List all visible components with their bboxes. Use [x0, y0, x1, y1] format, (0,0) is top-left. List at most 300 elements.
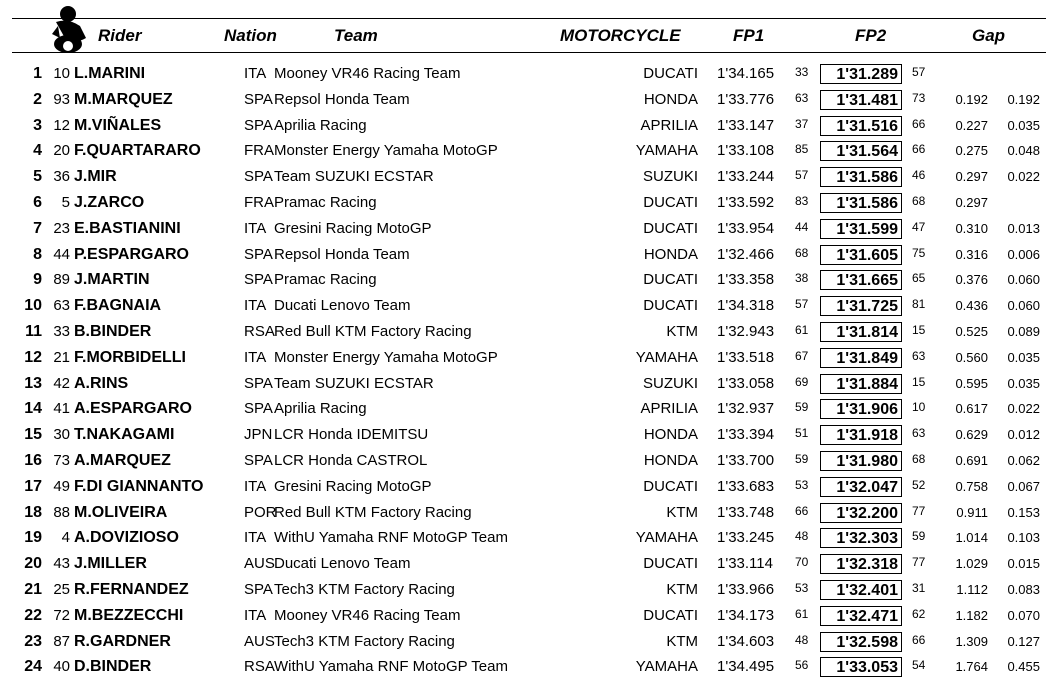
- header-gap: Gap: [972, 26, 1006, 45]
- rider-number: 4: [61, 529, 70, 547]
- nation: AUS: [244, 632, 275, 650]
- fp2-lap: 52: [912, 477, 926, 492]
- fp1-lap: 44: [795, 219, 809, 234]
- gap: 0.316: [955, 246, 988, 262]
- fp2-lap: 77: [912, 555, 926, 570]
- interval: 0.083: [1007, 582, 1040, 597]
- fp2-time: 1'31.665: [820, 270, 902, 290]
- table-row: [0, 500, 1058, 526]
- fp2-time: 1'31.725: [820, 296, 902, 316]
- fp1-lap: 67: [795, 348, 809, 363]
- table-row: [0, 113, 1058, 139]
- motorcycle: DUCATI: [643, 477, 698, 495]
- table-row: [0, 577, 1058, 603]
- gap: 1.014: [955, 530, 988, 546]
- fp2-time: 1'31.599: [820, 219, 902, 239]
- header-bottom-rule: [12, 52, 1046, 53]
- fp2-lap: 10: [912, 400, 926, 415]
- nation: JPN: [244, 426, 273, 444]
- fp1-time: 1'34.165: [717, 65, 775, 82]
- rider-number: 89: [53, 271, 70, 289]
- gap: 0.560: [955, 349, 988, 365]
- fp1-time: 1'33.954: [717, 219, 775, 237]
- fp1-lap: 51: [795, 426, 809, 441]
- fp1-time: 1'33.147: [717, 116, 775, 134]
- motorcycle: YAMAHA: [635, 529, 698, 547]
- fp2-time: 1'31.814: [820, 322, 902, 342]
- fp2-lap: 77: [912, 503, 926, 518]
- interval: 0.006: [1007, 246, 1040, 262]
- nation: SPA: [244, 374, 273, 392]
- interval: 0.015: [1007, 556, 1040, 572]
- fp1-time: 1'33.114: [717, 555, 773, 573]
- fp2-lap: 66: [912, 142, 926, 157]
- team-name: LCR Honda CASTROL: [274, 452, 428, 469]
- fp2-lap: 54: [912, 658, 926, 673]
- fp1-time: 1'34.495: [717, 658, 775, 676]
- gap: 0.310: [955, 220, 988, 236]
- motorcycle: HONDA: [643, 426, 698, 444]
- table-row: [0, 267, 1058, 293]
- fp1-time: 1'33.394: [717, 426, 775, 444]
- team-name: Pramac Racing: [274, 194, 377, 211]
- rider-name: R.FERNANDEZ: [74, 581, 189, 598]
- position: 15: [24, 426, 42, 444]
- team-name: Monster Energy Yamaha MotoGP: [274, 348, 498, 366]
- interval: 0.062: [1007, 453, 1040, 468]
- fp2-lap: 59: [912, 529, 926, 544]
- nation: ITA: [244, 606, 267, 624]
- team-name: Aprilia Racing: [274, 400, 367, 418]
- interval: 0.060: [1007, 272, 1040, 288]
- rider-name: J.MILLER: [74, 555, 147, 573]
- fp1-time: 1'33.966: [717, 581, 775, 598]
- table-row: [0, 293, 1058, 319]
- fp2-time: 1'31.586: [820, 193, 902, 213]
- motorcycle: KTM: [666, 323, 698, 340]
- interval: 0.089: [1007, 324, 1040, 339]
- nation: FRA: [244, 142, 274, 160]
- gap: 1.112: [956, 582, 988, 597]
- position: 5: [33, 168, 42, 186]
- interval: 0.103: [1007, 530, 1040, 546]
- fp1-lap: 53: [795, 477, 809, 492]
- position: 10: [24, 297, 42, 315]
- motorcycle: DUCATI: [643, 271, 698, 289]
- motorcycle: SUZUKI: [642, 168, 698, 186]
- position: 16: [24, 452, 42, 469]
- fp2-time: 1'31.516: [820, 116, 902, 136]
- fp1-time: 1'32.943: [717, 323, 775, 340]
- header-team: Team: [334, 26, 378, 45]
- fp1-lap: 57: [795, 297, 809, 312]
- team-name: Ducati Lenovo Team: [274, 297, 411, 315]
- position: 14: [24, 400, 42, 418]
- motorcycle: KTM: [666, 632, 698, 650]
- table-row: [0, 345, 1058, 371]
- rider-number: 25: [53, 581, 70, 598]
- interval: 0.455: [1007, 659, 1040, 675]
- team-name: Tech3 KTM Factory Racing: [274, 581, 455, 598]
- gap: 0.525: [955, 324, 988, 339]
- rider-name: J.ZARCO: [74, 194, 145, 211]
- motorcycle: YAMAHA: [635, 142, 698, 160]
- gap: 0.758: [955, 478, 988, 494]
- rider-number: 73: [53, 452, 70, 469]
- position: 2: [33, 90, 42, 108]
- rider-name: P.ESPARGARO: [74, 245, 189, 263]
- motorcycle: DUCATI: [643, 219, 698, 237]
- fp1-lap: 70: [795, 555, 809, 570]
- position: 11: [25, 323, 42, 340]
- motorcycle: DUCATI: [643, 194, 698, 211]
- fp2-lap: 65: [912, 271, 926, 286]
- table-row: [0, 319, 1058, 345]
- fp2-lap: 73: [912, 90, 926, 105]
- fp1-time: 1'33.358: [717, 271, 775, 289]
- nation: ITA: [244, 297, 267, 315]
- table-row: [0, 448, 1058, 474]
- position: 18: [24, 503, 42, 521]
- nation: ITA: [244, 477, 267, 495]
- fp1-lap: 69: [795, 374, 809, 389]
- gap: 0.595: [955, 375, 988, 391]
- header-motorcycle: MOTORCYCLE: [560, 26, 681, 45]
- position: 12: [24, 348, 42, 366]
- nation: ITA: [244, 65, 267, 82]
- interval: 0.127: [1007, 633, 1040, 649]
- nation: ITA: [244, 219, 267, 237]
- rider-name: A.RINS: [74, 374, 129, 392]
- team-name: Repsol Honda Team: [274, 245, 410, 263]
- rider-number: 43: [53, 555, 70, 573]
- table-row: [0, 422, 1058, 448]
- table-row: [0, 216, 1058, 242]
- rider-name: F.DI GIANNANTO: [74, 477, 204, 495]
- table-row: [0, 61, 1058, 87]
- rider-number: 93: [53, 90, 70, 108]
- fp2-time: 1'32.200: [820, 503, 902, 523]
- fp2-lap: 46: [912, 168, 926, 183]
- nation: FRA: [244, 194, 274, 211]
- fp2-lap: 62: [912, 606, 926, 621]
- gap: 0.297: [955, 169, 988, 185]
- fp2-time: 1'31.586: [820, 167, 902, 187]
- rider-name: A.MARQUEZ: [74, 452, 171, 469]
- fp1-lap: 61: [795, 606, 809, 621]
- fp2-lap: 47: [912, 219, 926, 234]
- rider-name: R.GARDNER: [74, 632, 171, 650]
- fp1-lap: 38: [795, 271, 809, 286]
- rider-number: 49: [53, 477, 70, 495]
- rider-name: B.BINDER: [74, 323, 152, 340]
- fp1-lap: 59: [795, 452, 809, 466]
- nation: SPA: [244, 400, 273, 418]
- rider-name: M.BEZZECCHI: [74, 606, 184, 624]
- gap: 0.192: [955, 91, 988, 107]
- fp1-lap: 66: [795, 503, 809, 518]
- rider-number: 44: [53, 245, 70, 263]
- rider-number: 20: [53, 142, 70, 160]
- nation: ITA: [244, 348, 267, 366]
- rider-name: M.OLIVEIRA: [74, 503, 168, 521]
- table-row: [0, 371, 1058, 397]
- nation: SPA: [244, 271, 273, 289]
- position: 4: [33, 142, 42, 160]
- team-name: Tech3 KTM Factory Racing: [274, 632, 455, 650]
- table-row: [0, 474, 1058, 500]
- position: 19: [24, 529, 42, 547]
- fp1-lap: 61: [795, 323, 809, 337]
- header-nation: Nation: [224, 26, 277, 45]
- team-name: Team SUZUKI ECSTAR: [274, 374, 434, 392]
- team-name: Repsol Honda Team: [274, 90, 410, 108]
- gap: 0.911: [956, 504, 988, 520]
- rider-number: 12: [53, 116, 70, 134]
- interval: 0.153: [1007, 504, 1040, 520]
- motorcycle: DUCATI: [643, 65, 698, 82]
- rider-number: 88: [53, 503, 70, 521]
- fp1-time: 1'33.748: [717, 503, 775, 521]
- motorcycle: APRILIA: [640, 400, 698, 418]
- header-fp2: FP2: [855, 26, 887, 45]
- position: 17: [24, 477, 42, 495]
- rider-number: 30: [53, 426, 70, 444]
- nation: ITA: [244, 529, 267, 547]
- fp2-lap: 63: [912, 348, 926, 363]
- header-rider: Rider: [98, 26, 142, 45]
- rider-name: F.MORBIDELLI: [74, 348, 186, 366]
- table-row: [0, 525, 1058, 551]
- fp2-lap: 81: [912, 297, 926, 312]
- motorcycle: YAMAHA: [635, 658, 698, 676]
- nation: POR: [244, 503, 277, 521]
- fp2-time: 1'33.053: [820, 657, 902, 677]
- fp2-time: 1'32.318: [820, 554, 902, 574]
- fp1-time: 1'33.244: [717, 168, 775, 186]
- gap: 0.227: [955, 117, 988, 133]
- position: 1: [33, 65, 42, 82]
- fp1-lap: 63: [795, 90, 809, 105]
- interval: 0.070: [1007, 607, 1040, 623]
- fp2-lap: 66: [912, 632, 926, 647]
- fp1-time: 1'34.173: [717, 606, 775, 624]
- team-name: Mooney VR46 Racing Team: [274, 606, 461, 624]
- team-name: Pramac Racing: [274, 271, 377, 289]
- fp2-time: 1'31.564: [820, 141, 902, 161]
- fp1-lap: 33: [795, 65, 809, 79]
- gap: 1.029: [955, 556, 988, 572]
- table-row: [0, 87, 1058, 113]
- gap: 0.297: [955, 195, 988, 210]
- motorcycle: DUCATI: [643, 606, 698, 624]
- fp2-time: 1'32.303: [820, 528, 902, 548]
- rider-name: M.VIÑALES: [74, 116, 162, 134]
- gap: 1.309: [955, 633, 988, 649]
- position: 21: [24, 581, 42, 598]
- rider-number: 72: [53, 606, 70, 624]
- nation: SPA: [244, 116, 273, 134]
- rider-number: 42: [53, 374, 70, 392]
- nation: SPA: [244, 245, 273, 263]
- fp2-time: 1'32.471: [820, 606, 902, 626]
- fp1-time: 1'32.466: [717, 245, 775, 263]
- motorcycle: DUCATI: [643, 297, 698, 315]
- rider-number: 87: [53, 632, 70, 650]
- fp2-lap: 15: [912, 374, 926, 389]
- rider-name: A.ESPARGARO: [74, 400, 192, 418]
- rider-name: F.BAGNAIA: [74, 297, 162, 315]
- fp1-lap: 53: [795, 581, 809, 595]
- position: 13: [24, 374, 42, 392]
- rider-number: 21: [53, 348, 70, 366]
- nation: SPA: [244, 168, 273, 186]
- fp1-lap: 48: [795, 529, 809, 544]
- fp1-lap: 48: [795, 632, 809, 647]
- fp1-time: 1'33.058: [717, 374, 775, 392]
- position: 6: [33, 194, 42, 211]
- gap: 0.629: [955, 427, 988, 443]
- fp2-time: 1'32.047: [820, 477, 902, 497]
- table-row: [0, 551, 1058, 577]
- position: 9: [33, 271, 42, 289]
- nation: SPA: [244, 452, 273, 469]
- team-name: WithU Yamaha RNF MotoGP Team: [274, 529, 508, 547]
- table-row: [0, 190, 1058, 216]
- rider-number: 5: [61, 194, 70, 211]
- fp1-time: 1'33.108: [717, 142, 775, 160]
- fp1-time: 1'33.683: [717, 477, 775, 495]
- team-name: Red Bull KTM Factory Racing: [274, 323, 472, 340]
- table-row: [0, 629, 1058, 655]
- rider-number: 36: [53, 168, 70, 186]
- position: 24: [24, 658, 42, 676]
- team-name: Gresini Racing MotoGP: [274, 477, 432, 495]
- position: 7: [33, 219, 42, 237]
- rider-name: J.MARTIN: [74, 271, 150, 289]
- fp1-lap: 68: [795, 245, 809, 260]
- fp2-lap: 31: [912, 581, 926, 595]
- fp2-lap: 66: [912, 116, 926, 131]
- rider-name: L.MARINI: [74, 65, 146, 82]
- nation: SPA: [244, 581, 273, 598]
- fp1-lap: 57: [795, 168, 809, 183]
- gap: 0.617: [955, 401, 988, 417]
- position: 23: [24, 632, 42, 650]
- team-name: WithU Yamaha RNF MotoGP Team: [274, 658, 508, 676]
- fp2-time: 1'31.849: [820, 348, 902, 368]
- fp1-lap: 37: [795, 116, 809, 131]
- rider-name: E.BASTIANINI: [74, 219, 181, 237]
- fp1-lap: 59: [795, 400, 809, 415]
- team-name: Gresini Racing MotoGP: [274, 219, 432, 237]
- table-row: [0, 654, 1058, 680]
- motorcycle: SUZUKI: [642, 374, 698, 392]
- fp1-time: 1'33.592: [717, 194, 775, 211]
- fp2-time: 1'31.289: [820, 64, 902, 84]
- table-row: [0, 164, 1058, 190]
- team-name: Aprilia Racing: [274, 116, 367, 134]
- rider-number: 23: [53, 219, 70, 237]
- position: 8: [33, 245, 42, 263]
- fp2-time: 1'31.980: [820, 451, 902, 471]
- nation: AUS: [244, 555, 275, 573]
- rider-name: T.NAKAGAMI: [74, 426, 175, 444]
- fp1-time: 1'34.603: [717, 632, 775, 650]
- fp2-lap: 68: [912, 452, 926, 466]
- fp2-time: 1'31.481: [820, 90, 902, 110]
- team-name: Mooney VR46 Racing Team: [274, 65, 461, 82]
- nation: RSA: [244, 658, 275, 676]
- interval: 0.060: [1007, 298, 1040, 314]
- interval: 0.012: [1007, 427, 1040, 443]
- fp1-time: 1'32.937: [717, 400, 775, 418]
- nation: RSA: [244, 323, 275, 340]
- table-row: [0, 242, 1058, 268]
- motorcycle: HONDA: [643, 245, 698, 263]
- fp1-lap: 83: [795, 194, 809, 208]
- interval: 0.067: [1007, 478, 1040, 494]
- interval: 0.022: [1007, 401, 1040, 417]
- motorcycle: KTM: [666, 581, 698, 598]
- rider-number: 63: [53, 297, 70, 315]
- team-name: Red Bull KTM Factory Racing: [274, 503, 472, 521]
- fp2-lap: 68: [912, 194, 926, 208]
- motorcycle: HONDA: [643, 90, 698, 108]
- interval: 0.192: [1007, 91, 1040, 107]
- team-name: LCR Honda IDEMITSU: [274, 426, 429, 444]
- team-name: Team SUZUKI ECSTAR: [274, 168, 434, 186]
- header-top-rule: [12, 18, 1046, 19]
- team-name: Monster Energy Yamaha MotoGP: [274, 142, 498, 160]
- interval: 0.048: [1007, 143, 1040, 159]
- rider-name: J.MIR: [74, 168, 117, 186]
- fp2-lap: 75: [912, 245, 926, 260]
- motorcycle: DUCATI: [643, 555, 698, 573]
- gap: 0.436: [955, 298, 988, 314]
- gap: 0.376: [955, 272, 988, 288]
- fp2-time: 1'31.605: [820, 245, 902, 265]
- motorcycle: HONDA: [643, 452, 698, 469]
- fp2-time: 1'32.598: [820, 632, 902, 652]
- gap: 1.764: [955, 659, 988, 675]
- fp2-time: 1'31.906: [820, 399, 902, 419]
- fp2-lap: 57: [912, 65, 926, 79]
- gap: 1.182: [955, 607, 988, 623]
- interval: 0.035: [1007, 117, 1040, 133]
- team-name: Ducati Lenovo Team: [274, 555, 411, 573]
- fp2-lap: 63: [912, 426, 926, 441]
- rider-number: 10: [53, 65, 70, 82]
- rider-name: F.QUARTARARO: [74, 142, 201, 160]
- motorcycle: APRILIA: [640, 116, 698, 134]
- rider-name: D.BINDER: [74, 658, 152, 676]
- table-row: [0, 138, 1058, 164]
- gap: 0.691: [955, 453, 988, 468]
- motorcycle: KTM: [666, 503, 698, 521]
- motorcycle: YAMAHA: [635, 348, 698, 366]
- fp1-time: 1'34.318: [717, 297, 775, 315]
- interval: 0.013: [1007, 220, 1040, 236]
- fp1-time: 1'33.245: [717, 529, 775, 547]
- fp1-lap: 85: [795, 142, 809, 157]
- fp2-lap: 15: [912, 323, 926, 337]
- table-row: [0, 603, 1058, 629]
- fp1-lap: 56: [795, 658, 809, 673]
- gap: 0.275: [955, 143, 988, 159]
- fp1-time: 1'33.776: [717, 90, 775, 108]
- fp1-time: 1'33.700: [717, 452, 775, 469]
